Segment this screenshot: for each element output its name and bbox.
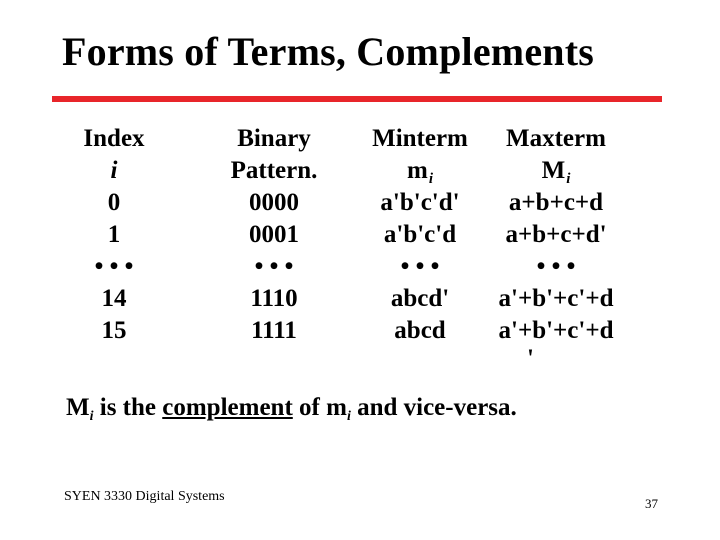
complement-statement [66,394,517,422]
cell-maxterm: a+b+c+d [508,189,604,216]
header-index-symbol: i [110,157,118,184]
statement-M: M [66,394,90,421]
cell-binary: 0000 [249,189,299,216]
statement-sub-1: i [89,409,94,424]
cell-index: 0 [107,189,121,216]
statement-part-3: of m [292,394,347,421]
slide-title: Forms of Terms, Complements [62,29,595,74]
statement-part-2: is the [93,394,163,421]
cell-minterm: a'b'c'd [383,221,457,248]
footer-page-number: 37 [645,496,658,511]
header-index: Index [83,125,145,152]
cell-minterm: abcd [394,317,446,344]
minterm-symbol: m [407,157,428,184]
cell-ellipsis: • • • [536,253,576,280]
statement-part-4: and vice-versa. [350,394,517,421]
maxterm-subscript: i [566,171,571,187]
header-binary-pattern: Pattern. [230,157,318,184]
cell-binary: 1110 [250,285,298,312]
cell-ellipsis: • • • [400,253,440,280]
header-maxterm-symbol [462,155,650,190]
cell-maxterm: a'+b'+c'+d [498,285,614,312]
footer-course: SYEN 3330 Digital Systems [64,489,225,504]
minterm-subscript: i [428,171,433,187]
header-binary: Binary [237,125,311,152]
stray-prime-mark: ' [527,345,534,372]
cell-minterm: a'b'c'd' [380,189,460,216]
cell-maxterm: a+b+c+d' [505,221,607,248]
cell-minterm: abcd' [390,285,450,312]
statement-emphasis: complement [162,394,293,421]
cell-maxterm: a'+b'+c'+d [498,317,614,344]
cell-index: 15 [101,317,127,344]
maxterm-symbol: M [541,157,566,184]
cell-ellipsis: • • • [94,253,134,280]
cell-binary: 0001 [249,221,299,248]
header-maxterm: Maxterm [506,125,606,152]
cell-index: 1 [107,221,121,248]
header-minterm: Minterm [372,125,468,152]
cell-ellipsis: • • • [254,253,294,280]
statement-sub-2: i [346,409,351,424]
title-divider [52,96,662,102]
cell-binary: 1111 [251,317,297,344]
cell-index: 14 [101,285,127,312]
